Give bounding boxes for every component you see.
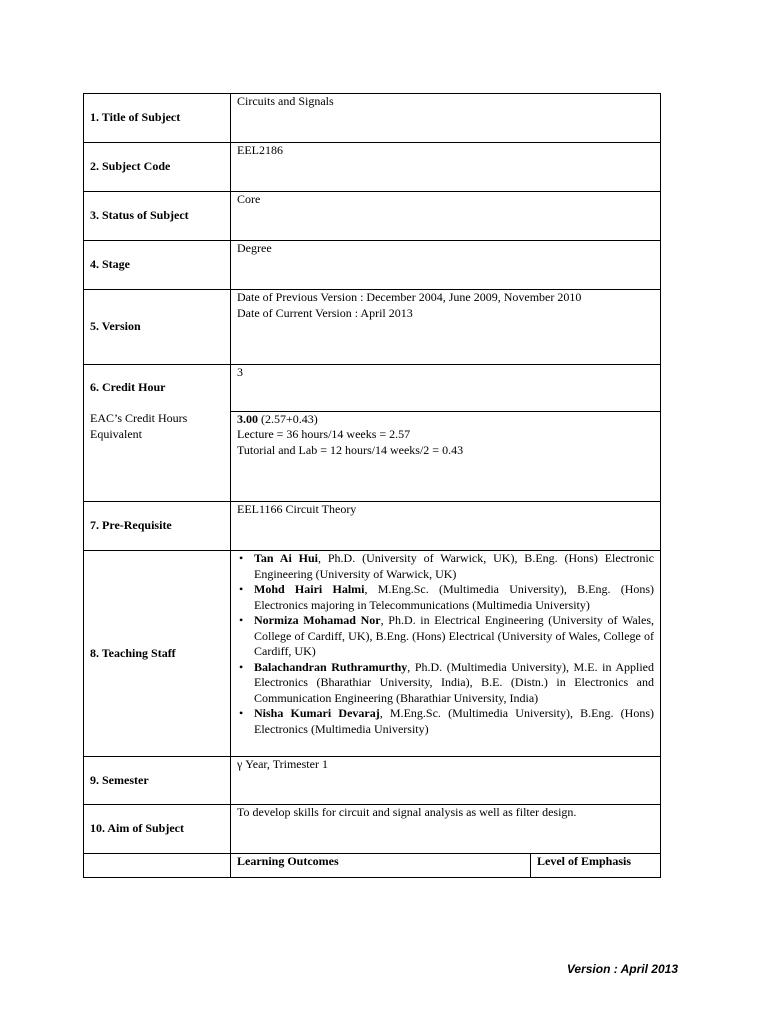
staff-name: Nisha Kumari Devaraj bbox=[254, 706, 380, 720]
version-value bbox=[231, 290, 661, 365]
row-prerequisite bbox=[84, 502, 661, 551]
title-value: Circuits and Signals bbox=[231, 94, 661, 143]
row-semester bbox=[84, 757, 661, 805]
row-teaching-staff bbox=[84, 551, 661, 757]
level-of-emphasis-header: Level of Emphasis bbox=[531, 854, 661, 878]
code-value: EEL2186 bbox=[231, 143, 661, 192]
staff-name: Mohd Hairi Halmi bbox=[254, 582, 365, 596]
row-learning-outcomes-header bbox=[84, 854, 661, 878]
staff-name: Balachandran Ruthramurthy bbox=[254, 659, 408, 674]
eac-lecture: Lecture = 36 hours/14 weeks = 2.57 bbox=[237, 427, 411, 441]
eac-label: EAC’s Credit Hours Equivalent bbox=[84, 411, 231, 502]
credit-hour-label: 6. Credit Hour bbox=[84, 365, 231, 412]
teaching-staff-label: 8. Teaching Staff bbox=[84, 551, 231, 757]
empty-cell bbox=[84, 854, 231, 878]
stage-value: Degree bbox=[231, 241, 661, 290]
staff-item bbox=[237, 582, 654, 613]
credit-hour-value: 3 bbox=[231, 365, 661, 412]
row-eac-credit bbox=[84, 411, 661, 502]
eac-total-rest: (2.57+0.43) bbox=[258, 411, 318, 426]
row-stage bbox=[84, 241, 661, 290]
staff-details: , Ph.D. (University of Warwick, UK), B.Eng. (Hons) Electronic Engineering (University of Warwick, UK) bbox=[254, 551, 655, 581]
code-label: 2. Subject Code bbox=[84, 143, 231, 192]
staff-item bbox=[237, 613, 654, 660]
current-version-text: Date of Current Version : April 2013 bbox=[237, 305, 413, 320]
semester-label: 9. Semester bbox=[84, 757, 231, 805]
aim-label: 10. Aim of Subject bbox=[84, 805, 231, 854]
eac-total bbox=[237, 412, 654, 428]
version-label: 5. Version bbox=[84, 290, 231, 365]
stage-label: 4. Stage bbox=[84, 241, 231, 290]
eac-tutorial: Tutorial and Lab = 12 hours/14 weeks/2 = 0.43 bbox=[237, 442, 464, 457]
row-aim bbox=[84, 805, 661, 854]
teaching-staff-value bbox=[231, 551, 661, 757]
staff-item bbox=[237, 706, 654, 737]
status-label: 3. Status of Subject bbox=[84, 192, 231, 241]
semester-value: γ Year, Trimester 1 bbox=[231, 757, 661, 805]
subject-info-table bbox=[83, 93, 661, 878]
row-version bbox=[84, 290, 661, 365]
row-status bbox=[84, 192, 661, 241]
eac-value bbox=[231, 411, 661, 502]
staff-name: Tan Ai Hui bbox=[254, 551, 318, 565]
staff-details: , M.Eng.Sc. (Multimedia University), B.Eng. (Hons) Electronics (Multimedia University) bbox=[254, 706, 655, 736]
staff-details: , M.Eng.Sc. (Multimedia University), B.Eng. (Hons) Electronics majoring in Telecommunications (Multimedia University) bbox=[254, 582, 655, 612]
previous-version-text: Date of Previous Version : December 2004, June 2009, November 2010 bbox=[237, 290, 582, 304]
eac-total-bold: 3.00 bbox=[237, 411, 258, 426]
staff-name: Normiza Mohamad Nor bbox=[254, 613, 381, 627]
row-code bbox=[84, 143, 661, 192]
staff-details: , Ph.D. (Multimedia University), M.E. in Applied Electronics (Bharathiar University, India), B.E. (Distn.) in Electronics and Communication Engineering (Bharathiar University, India) bbox=[254, 659, 655, 705]
staff-item bbox=[237, 551, 654, 582]
aim-value: To develop skills for circuit and signal analysis as well as filter design. bbox=[231, 805, 661, 854]
row-title bbox=[84, 94, 661, 143]
prerequisite-value: EEL1166 Circuit Theory bbox=[231, 502, 661, 551]
learning-outcomes-header: Learning Outcomes bbox=[231, 854, 531, 878]
staff-details: , Ph.D. in Electrical Engineering (University of Wales, College of Cardiff, UK), B.Eng. (Hons) Electrical (University of Wales, College of Cardiff, UK) bbox=[254, 613, 655, 658]
title-label: 1. Title of Subject bbox=[84, 94, 231, 143]
staff-item bbox=[237, 660, 654, 707]
status-value: Core bbox=[231, 192, 661, 241]
row-credit-hour bbox=[84, 365, 661, 412]
staff-list bbox=[237, 551, 654, 737]
prerequisite-label: 7. Pre-Requisite bbox=[84, 502, 231, 551]
version-footer: Version : April 2013 bbox=[566, 962, 678, 976]
